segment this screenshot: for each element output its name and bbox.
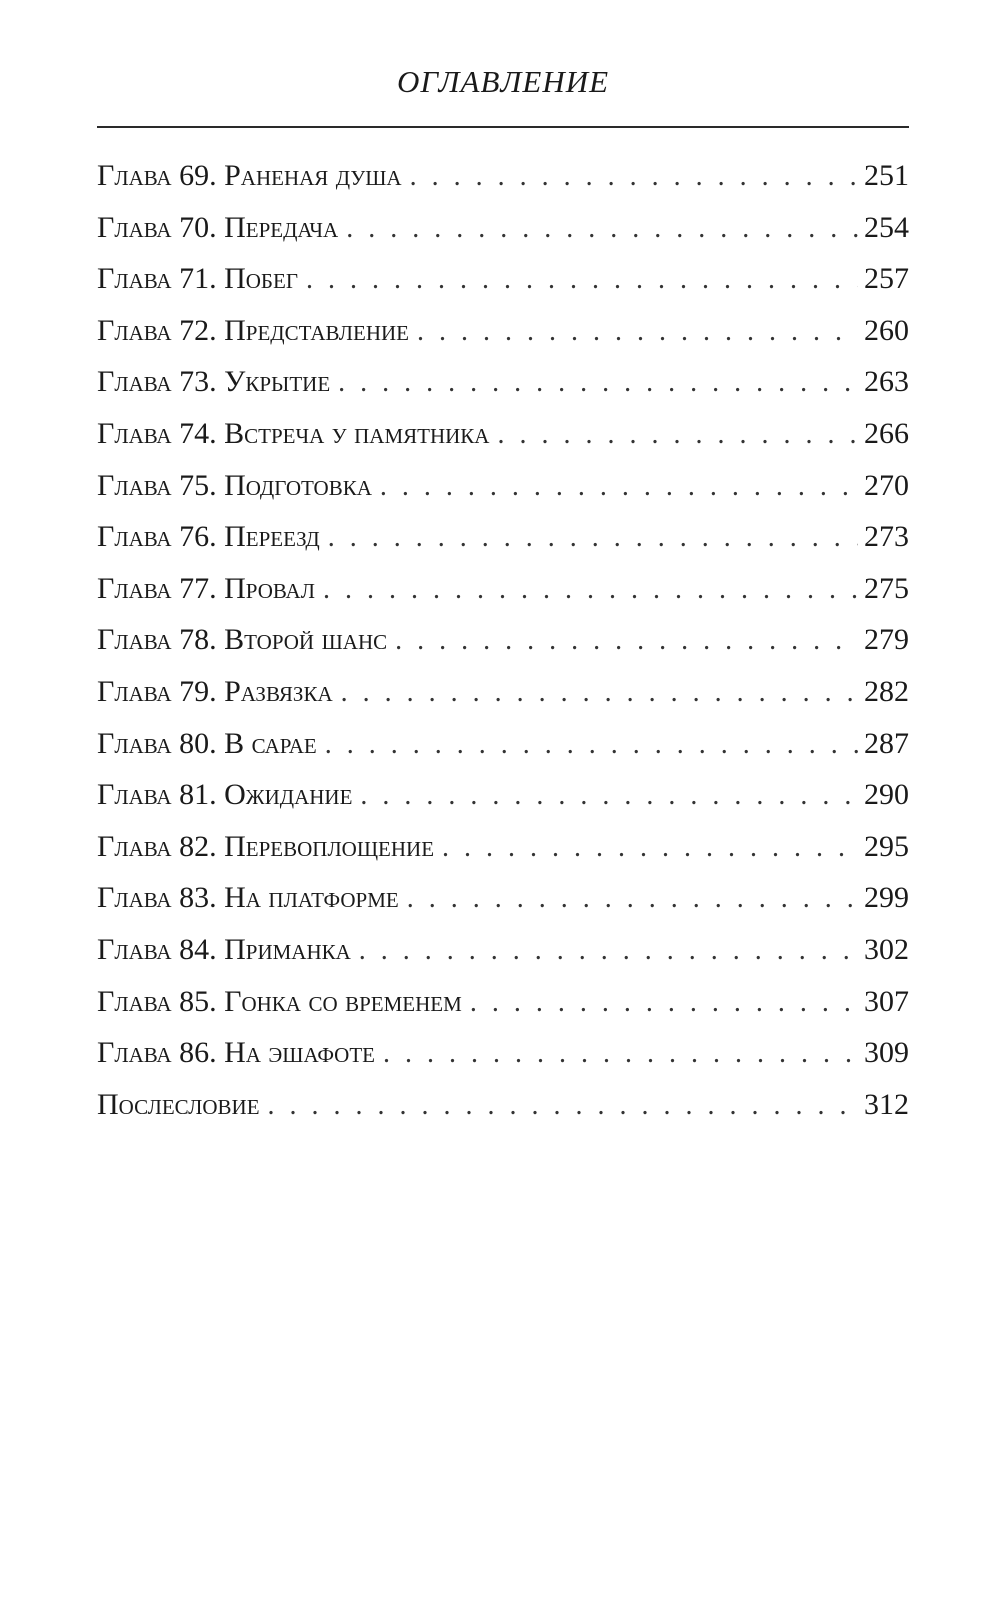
toc-entry-page: 266 xyxy=(864,416,909,450)
toc-list xyxy=(97,150,909,1130)
toc-entry-title: Глава 72. Представление xyxy=(97,313,409,347)
toc-entry-page: 270 xyxy=(864,468,909,502)
dot-leader xyxy=(410,151,858,203)
toc-entry-title: Глава 69. Раненая душа xyxy=(97,159,402,192)
toc-entry-page: 307 xyxy=(864,984,909,1018)
header-rule xyxy=(97,126,909,128)
toc-entry xyxy=(97,356,909,408)
page-title: ОГЛАВЛЕНИЕ xyxy=(396,64,610,99)
toc-entry xyxy=(97,821,909,873)
toc-entry-title: Глава 81. Ожидание xyxy=(97,778,353,812)
dot-leader xyxy=(497,409,858,461)
toc-entry xyxy=(97,202,909,254)
toc-entry-page: 312 xyxy=(864,1087,909,1121)
toc-entry xyxy=(97,1027,909,1079)
toc-entry-title: Глава 82. Перевоплощение xyxy=(97,829,435,863)
toc-entry-title: Глава 71. Побег xyxy=(97,262,298,296)
toc-entry xyxy=(97,408,909,460)
toc-entry-page: 309 xyxy=(864,1036,909,1070)
toc-entry-title: Глава 80. В сарае xyxy=(97,726,317,760)
toc-entry-page: 290 xyxy=(864,778,909,812)
toc-entry-title: Глава 78. Второй шанс xyxy=(97,623,388,657)
toc-entry-title: Глава 86. На эшафоте xyxy=(97,1036,375,1070)
toc-entry-afterword xyxy=(97,1079,909,1131)
dot-leader xyxy=(323,564,858,616)
toc-entry xyxy=(97,460,909,512)
toc-entry xyxy=(97,718,909,770)
dot-leader xyxy=(328,512,858,564)
dot-leader xyxy=(360,770,858,822)
toc-entry-title: Глава 70. Передача xyxy=(97,210,339,244)
toc-entry-page: 273 xyxy=(864,520,909,554)
toc-entry xyxy=(97,614,909,666)
dot-leader xyxy=(470,977,858,1029)
toc-entry xyxy=(97,976,909,1028)
dot-leader xyxy=(346,203,858,255)
dot-leader xyxy=(306,254,858,306)
toc-entry-title: Глава 85. Гонка со временем xyxy=(97,984,462,1018)
toc-entry-page: 287 xyxy=(864,726,909,760)
toc-entry-title: Послесловие xyxy=(97,1087,260,1121)
toc-entry-page: 279 xyxy=(864,623,909,657)
toc-entry-title: Глава 76. Переезд xyxy=(97,520,320,554)
toc-entry-page: 263 xyxy=(864,365,909,399)
toc-entry xyxy=(97,253,909,305)
toc-entry xyxy=(97,769,909,821)
toc-entry xyxy=(97,511,909,563)
dot-leader xyxy=(380,461,858,513)
toc-entry-title: Глава 83. На платформе xyxy=(97,881,399,915)
toc-entry xyxy=(97,150,909,202)
dot-leader xyxy=(359,925,858,977)
dot-leader xyxy=(442,822,858,874)
dot-leader xyxy=(268,1080,858,1132)
toc-entry xyxy=(97,872,909,924)
toc-entry-title: Глава 79. Развязка xyxy=(97,674,333,708)
toc-entry-title: Глава 74. Встреча у памятника xyxy=(97,416,490,450)
book-page xyxy=(97,0,909,1616)
toc-entry-title: Глава 75. Подготовка xyxy=(97,468,372,502)
toc-entry-page: 299 xyxy=(864,881,909,915)
toc-entry xyxy=(97,305,909,357)
toc-entry-page: 257 xyxy=(864,262,909,296)
toc-entry-page: 260 xyxy=(864,313,909,347)
dot-leader xyxy=(383,1028,858,1080)
toc-entry xyxy=(97,666,909,718)
toc-entry-page: 295 xyxy=(864,829,909,863)
toc-entry xyxy=(97,563,909,615)
toc-entry xyxy=(97,924,909,976)
toc-entry-page: 275 xyxy=(864,571,909,605)
toc-entry-page: 254 xyxy=(864,210,909,244)
dot-leader xyxy=(417,306,858,358)
toc-entry-page: 251 xyxy=(864,159,909,192)
toc-entry-title: Глава 77. Провал xyxy=(97,571,315,605)
toc-entry-page: 282 xyxy=(864,674,909,708)
dot-leader xyxy=(338,357,858,409)
dot-leader xyxy=(325,719,858,771)
toc-entry-page: 302 xyxy=(864,932,909,966)
toc-entry-title: Глава 84. Приманка xyxy=(97,932,351,966)
dot-leader xyxy=(407,873,858,925)
dot-leader xyxy=(341,667,858,719)
dot-leader xyxy=(395,615,858,667)
toc-entry-title: Глава 73. Укрытие xyxy=(97,365,331,399)
